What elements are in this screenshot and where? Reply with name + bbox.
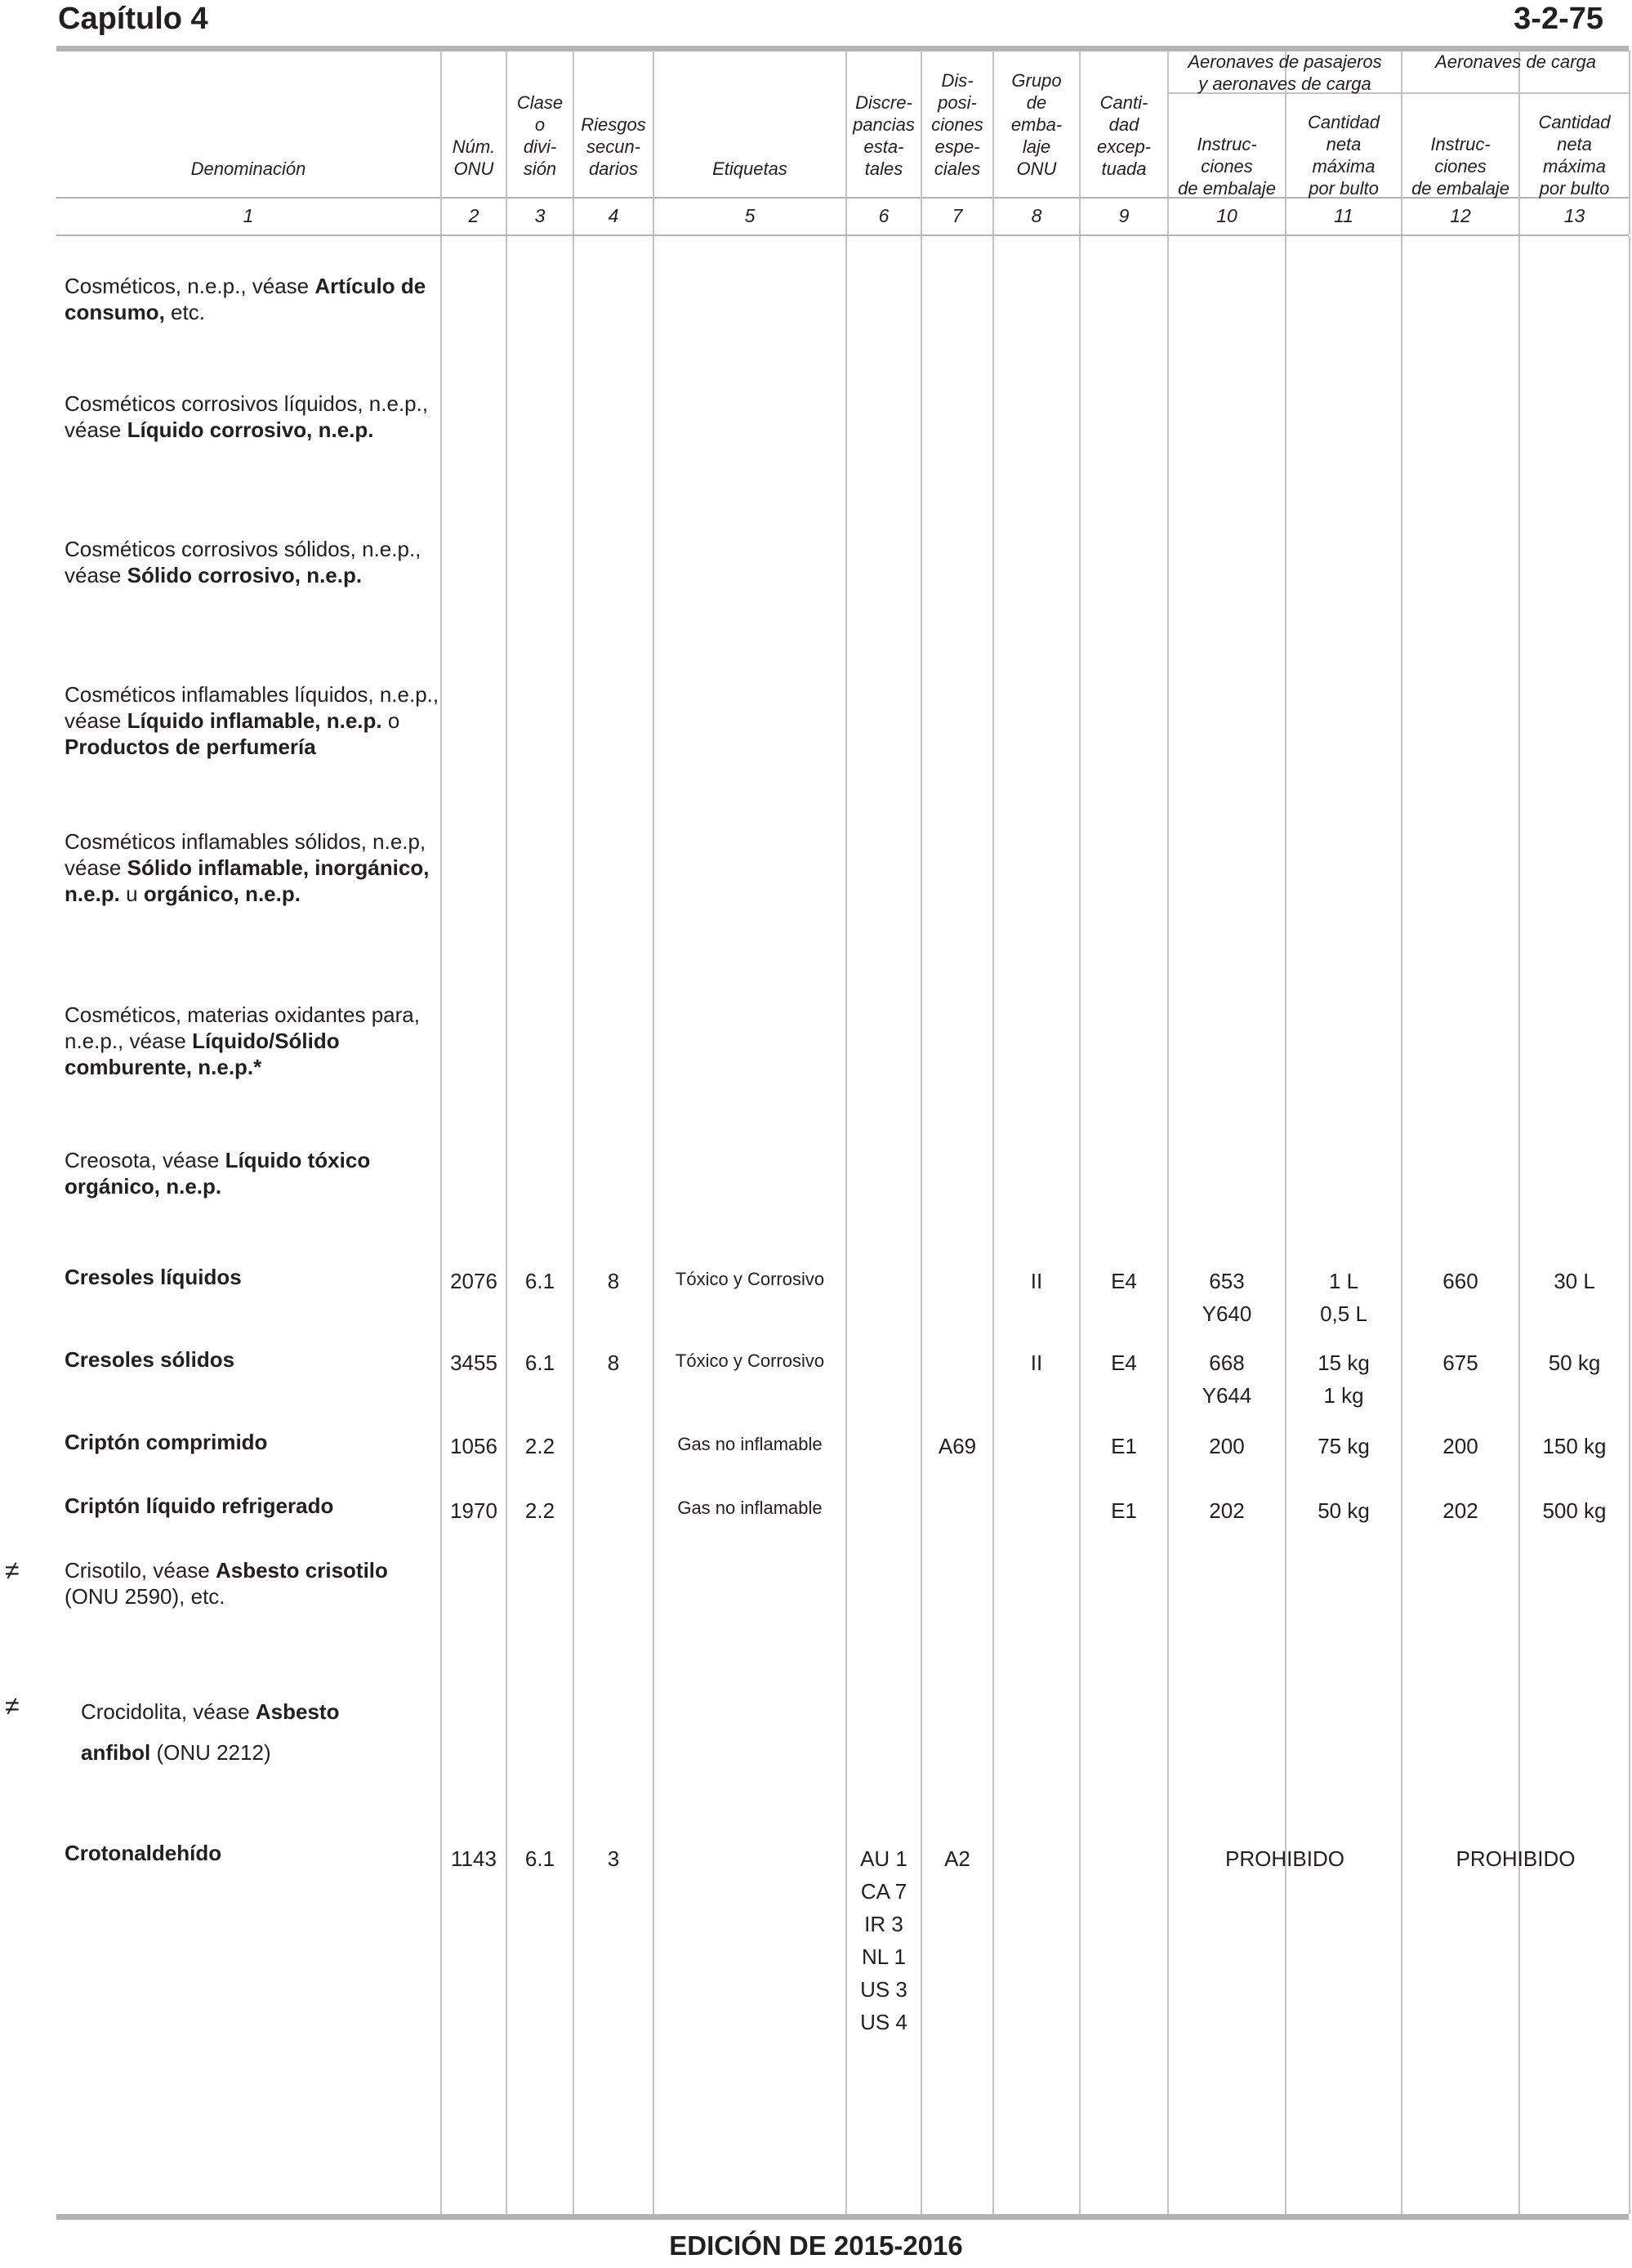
column-line [1518,236,1520,2214]
entry-crocidolita-line1: Crocidolita, véase Asbesto [81,1699,340,1724]
column-line [573,236,574,2214]
row-cant-pasajeros: 15 kg [1318,1351,1370,1375]
row-etiqueta: Tóxico y Corrosivo [675,1269,825,1289]
column-line [1629,236,1630,2214]
col-number-4: 4 [608,205,619,226]
row-cant-carga: 50 kg [1548,1351,1601,1375]
col-number-3: 3 [534,205,546,226]
change-mark-icon: ≠ [5,1556,20,1585]
column-line [1167,236,1169,2214]
col-instrucciones-carga: Instruc- ciones de embalaje [1411,134,1509,199]
entry-creosota: Creosota, véase Líquido tóxico orgánico, n.e.p. [65,1148,371,1199]
col-number-9: 9 [1118,205,1130,226]
row-cant-pasajeros: 75 kg [1318,1434,1370,1458]
row-discrepancias [847,1842,921,2038]
col-cantidad-carga: Cantidad neta máxima por bulto [1538,112,1611,199]
row-name: Cresoles sólidos [65,1347,235,1372]
carga-group-rule [1402,92,1629,94]
col-number-7: 7 [952,205,963,226]
group-carga: Aeronaves de carga [1435,51,1596,72]
row-riesgo: 8 [607,1269,620,1293]
row-onu: 1970 [450,1498,497,1523]
row-instr-carga: 675 [1442,1351,1478,1375]
col-instrucciones-pasajeros: Instruc- ciones de embalaje [1178,134,1276,199]
discrepancia-item: US 3 [860,1977,907,2002]
discrepancia-item: NL 1 [862,1944,906,1969]
entry-cosmeticos-oxidantes: Cosméticos, materias oxidantes para, n.e.p., véase Líquido/Sólido comburente, n.e.p.* [65,1002,420,1079]
row-riesgo: 8 [607,1351,620,1375]
row-exceptuada: E4 [1111,1269,1137,1293]
col-number-1: 1 [243,205,254,226]
col-number-5: 5 [744,205,756,226]
change-mark-icon: ≠ [5,1691,20,1721]
group-pasajeros: Aeronaves de pasajeros y aeronaves de carga [1188,51,1382,94]
row-exceptuada: E1 [1111,1434,1137,1458]
row-clase: 2.2 [524,1434,555,1458]
row-instr-pasajeros: 653 [1209,1269,1245,1293]
row-name: Criptón líquido refrigerado [65,1493,334,1518]
col-discrepancias: Discre- pancias esta- tales [853,92,915,179]
row-name: Cresoles líquidos [65,1265,242,1289]
row-instr-pasajeros: 202 [1209,1498,1245,1523]
column-line [992,236,994,2214]
row-instr-carga: 660 [1442,1269,1478,1293]
column-line [440,236,442,2214]
row-etiqueta: Gas no inflamable [677,1434,823,1454]
row-instr-pasajeros: 200 [1209,1434,1245,1458]
row-cant-pasajeros-y: 1 kg [1323,1383,1364,1408]
column-line [506,236,507,2214]
row-grupo: II [1030,1269,1043,1293]
col-number-13: 13 [1563,205,1585,226]
row-onu: 2076 [450,1269,497,1293]
col-clase: Clase o divi- sión [516,92,564,179]
col-cantidad-pasajeros: Cantidad neta máxima por bulto [1307,112,1380,199]
row-onu: 1056 [450,1434,497,1458]
entry-cosmeticos-corrosivos-liquidos: Cosméticos corrosivos líquidos, n.e.p., véase Líquido corrosivo, n.e.p. [65,391,429,442]
column-line [1285,236,1286,2214]
row-cant-carga: 30 L [1554,1269,1595,1293]
row-exceptuada: E4 [1111,1351,1137,1375]
row-name: Criptón comprimido [65,1430,268,1454]
col-disposiciones: Dis- posi- ciones espe- ciales [931,70,983,179]
row-onu: 3455 [450,1351,497,1375]
row-cant-pasajeros: 1 L [1328,1269,1359,1293]
row-disposiciones: A2 [944,1846,970,1871]
row-clase: 2.2 [524,1498,555,1523]
col-num-onu: Núm. ONU [452,136,496,179]
col-etiquetas: Etiquetas [712,158,787,179]
col-denominacion: Denominación [190,158,306,179]
column-line [653,236,654,2214]
row-etiqueta: Gas no inflamable [677,1498,823,1518]
discrepancia-item: IR 3 [864,1912,903,1936]
row-cant-pasajeros-y: 0,5 L [1320,1301,1367,1326]
entry-crocidolita [81,1691,440,1773]
row-cant-carga: 500 kg [1542,1498,1607,1523]
col-riesgos: Riesgos secun- darios [581,114,646,179]
column-line [1401,236,1402,2214]
row-clase: 6.1 [524,1351,555,1375]
chapter-title: Capítulo 4 [58,2,208,36]
column-line [1629,51,1630,234]
page-number: 3-2-75 [1514,2,1603,36]
column-line [921,236,922,2214]
row-instr-carga: 202 [1442,1498,1478,1523]
row-riesgo: 3 [607,1846,620,1871]
entry-crisotilo: Crisotilo, véase Asbesto crisotilo (ONU 2590), etc. [65,1558,388,1609]
row-onu: 1143 [451,1846,497,1871]
row-instr-pasajeros-y: Y640 [1202,1301,1252,1326]
edition-footer: EDICIÓN DE 2015-2016 [669,2230,963,2261]
row-instr-pasajeros-y: Y644 [1202,1383,1252,1408]
entry-cosmeticos: Cosméticos, n.e.p., véase Artículo de consumo, etc. [65,274,426,324]
row-instr-carga: 200 [1442,1434,1478,1458]
row-name: Crotonaldehído [65,1841,222,1865]
row-cant-carga: 150 kg [1542,1434,1607,1458]
col-number-11: 11 [1334,205,1353,226]
row-clase: 6.1 [524,1269,555,1293]
bottom-rule [56,2214,1629,2220]
row-exceptuada: E1 [1111,1498,1137,1523]
row-cant-pasajeros: 50 kg [1318,1498,1370,1523]
row-prohibido-carga: PROHIBIDO [1456,1846,1576,1871]
col-number-6: 6 [878,205,890,226]
entry-cosmeticos-inflamables-solidos: Cosméticos inflamables sólidos, n.e.p, véase Sólido inflamable, inorgánico, n.e.p. u orgánico, n.e.p. [65,829,430,906]
discrepancia-item: CA 7 [860,1879,907,1904]
row-grupo: II [1030,1351,1043,1375]
column-line [1079,236,1081,2214]
col-number-10: 10 [1216,205,1237,226]
col-number-2: 2 [468,205,479,226]
row-disposiciones: A69 [938,1434,977,1458]
col-grupo: Grupo de emba- laje ONU [1010,70,1063,179]
col-cantidad-exceptuada: Canti- dad excep- tuada [1096,92,1152,179]
row-etiqueta: Tóxico y Corrosivo [675,1351,825,1371]
discrepancia-item: US 4 [860,2010,907,2034]
entry-cosmeticos-inflamables-liquidos: Cosméticos inflamables líquidos, n.e.p., véase Líquido inflamable, n.e.p. o Productos de perfumería [65,682,439,759]
numbers-rule [56,234,1629,236]
row-clase: 6.1 [524,1846,555,1871]
row-prohibido-pasajeros: PROHIBIDO [1225,1846,1344,1871]
col-number-12: 12 [1450,205,1471,226]
col-number-8: 8 [1031,205,1042,226]
entry-cosmeticos-corrosivos-solidos: Cosméticos corrosivos sólidos, n.e.p., véase Sólido corrosivo, n.e.p. [65,537,421,587]
entry-crocidolita-line2: anfibol (ONU 2212) [81,1740,271,1765]
row-instr-pasajeros: 668 [1209,1351,1245,1375]
discrepancia-item: AU 1 [860,1846,907,1871]
